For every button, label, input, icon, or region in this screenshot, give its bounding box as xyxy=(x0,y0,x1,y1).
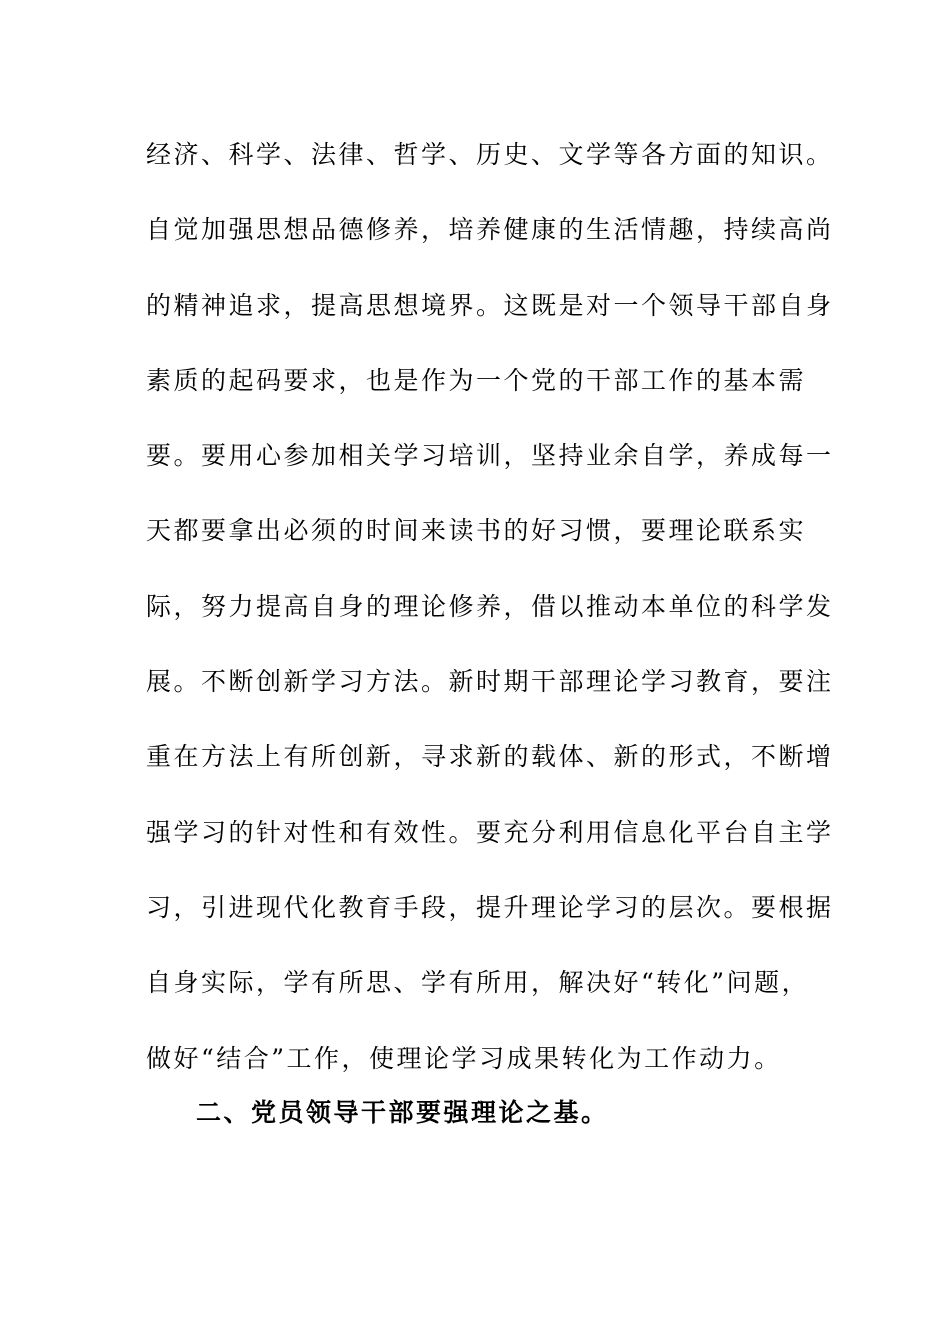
paragraph-line: 天都要拿出必须的时间来读书的好习惯，要理论联系实 xyxy=(146,516,807,546)
paragraph-line: 际，努力提高自身的理论修养，借以推动本单位的科学发 xyxy=(146,591,834,621)
paragraph-line: 习，引进现代化教育手段，提升理论学习的层次。要根据 xyxy=(146,892,834,922)
paragraph-line: 要。要用心参加相关学习培训，坚持业余自学，养成每一 xyxy=(146,441,834,471)
paragraph-line: 自身实际，学有所思、学有所用，解决好“转化”问题， xyxy=(146,968,810,998)
section-heading: 二、党员领导干部要强理论之基。 xyxy=(196,1098,609,1127)
paragraph-line: 重在方法上有所创新，寻求新的载体、新的形式，不断增 xyxy=(146,742,834,772)
paragraph-line: 的精神追求，提高思想境界。这既是对一个领导干部自身 xyxy=(146,290,834,320)
paragraph-line: 展。不断创新学习方法。新时期干部理论学习教育，要注 xyxy=(146,667,834,697)
paragraph-line: 做好“结合”工作，使理论学习成果转化为工作动力。 xyxy=(146,1043,782,1073)
body-paragraph xyxy=(146,127,834,1106)
paragraph-line: 素质的起码要求，也是作为一个党的干部工作的基本需 xyxy=(146,365,807,395)
paragraph-line: 经济、科学、法律、哲学、历史、文学等各方面的知识。 xyxy=(146,140,834,169)
paragraph-line: 强学习的针对性和有效性。要充分利用信息化平台自主学 xyxy=(146,817,834,847)
paragraph-line: 自觉加强思想品德修养，培养健康的生活情趣，持续高尚 xyxy=(146,215,834,245)
